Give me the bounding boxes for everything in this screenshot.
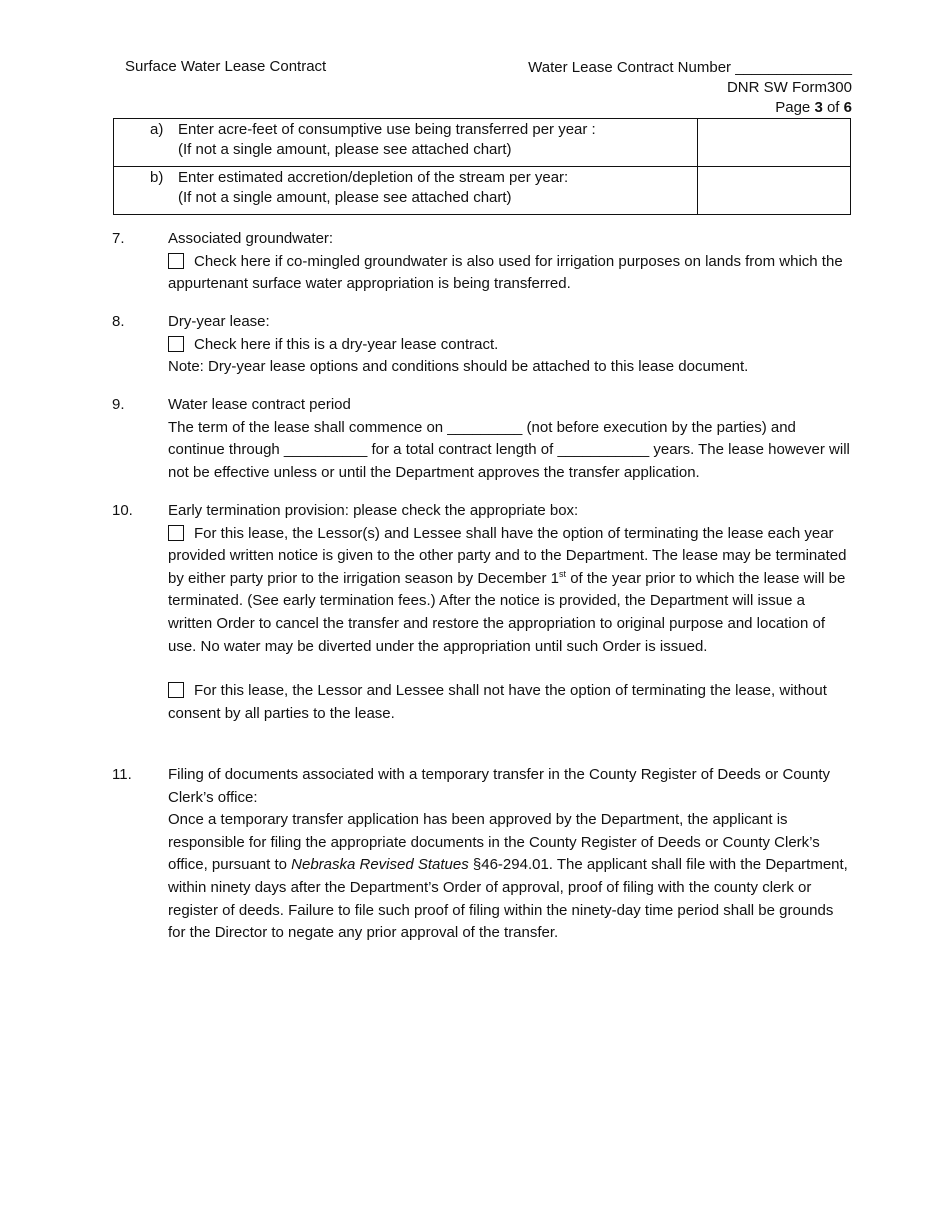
item-11 (112, 764, 852, 945)
table-row (114, 167, 851, 215)
item-8 (112, 311, 852, 379)
page-indicator (528, 98, 852, 118)
item-number: 10. (112, 502, 133, 519)
row-line1: Enter acre-feet of consumptive use being transferred per year : (178, 121, 596, 138)
table-question-cell (114, 119, 698, 167)
accretion-input-cell[interactable] (698, 167, 851, 215)
consumptive-use-table (113, 118, 851, 215)
option-2-text: For this lease, the Lessor and Lessee shall not have the option of terminating the lease, without consent by all parties to the lease. (168, 682, 827, 722)
contract-period-text: The term of the lease shall commence on _________ (not before execution by the parties) and continue through __________ for a total contract length of ___________ years. The lease however will not be effective unless or until the Department approves the transfer application. (168, 418, 850, 481)
termination-option-1-checkbox[interactable] (168, 525, 184, 541)
row-line1: Enter estimated accretion/depletion of the stream per year: (178, 169, 569, 186)
filing-text (168, 809, 852, 945)
item-title: Dry-year lease: (168, 313, 270, 330)
acre-feet-input-cell[interactable] (698, 119, 851, 167)
item-title: Associated groundwater: (168, 230, 334, 247)
item-number: 8. (112, 313, 125, 330)
dry-year-option (168, 334, 852, 357)
groundwater-option (168, 251, 852, 296)
option-1-text-b: of the year prior to which the lease will be terminated. (See early termination fees.) After the notice is provided, the Department will issue a written Order to cancel the transfer and restore the appropriation to original purpose and location of use. No water may be diverted under the appropriation until such Order is issued. (168, 569, 846, 655)
statute-name: Nebraska Revised Statues (291, 856, 469, 874)
item-number: 11. (112, 766, 132, 783)
header-right-block (528, 58, 852, 118)
groundwater-checkbox[interactable] (168, 253, 184, 269)
row-line2: (If not a single amount, please see attached chart) (178, 189, 512, 206)
dry-year-checkbox[interactable] (168, 336, 184, 352)
page-prefix: Page (775, 99, 811, 116)
item-7 (112, 228, 852, 296)
option-1-text-a: For this lease, the Lessor(s) and Lessee shall have the option of terminating the lease each year provided written notice is given to the other party and to the Department. The lease may be terminated by either party prior to the irrigation season by December 1 (168, 524, 847, 587)
checkbox-label: Check here if co-mingled groundwater is also used for irrigation purposes on lands from which the appurtenant surface water appropriation is being transferred. (168, 252, 843, 293)
item-number: 9. (112, 396, 125, 413)
page-current: 3 (814, 99, 823, 116)
ordinal-suffix: st (559, 568, 567, 579)
form-id: DNR SW Form300 (726, 79, 852, 96)
checkbox-label: Check here if this is a dry-year lease contract. (194, 335, 499, 353)
page-of: of (826, 99, 840, 116)
item-10 (112, 500, 852, 725)
item-title: Early termination provision: please check the appropriate box: (168, 502, 579, 519)
row-label: a) (150, 121, 164, 138)
page-total: 6 (843, 99, 852, 116)
filing-text-b: §46-294.01. The applicant shall file with the Department, within ninety days after the Department’s Order of approval, proof of filing with the county clerk or register of deeds. Failure to file such proof of filing within the ninety-day time period shall be grounds for the Director to negate any prior approval of the transfer. (168, 856, 848, 942)
table-question-cell (114, 167, 698, 215)
filing-text-a: Once a temporary transfer application has been approved by the Department, the applicant is responsible for filing the appropriate documents in the County Register of Deeds or County Clerk’s office, pursuant to (168, 811, 820, 874)
item-title: Filing of documents associated with a temporary transfer in the County Register of Deeds or County Clerk’s office: (168, 766, 830, 806)
termination-option-2-checkbox[interactable] (168, 682, 184, 698)
termination-option-2 (168, 680, 852, 725)
item-title: Water lease contract period (168, 396, 351, 413)
table-row (114, 119, 851, 167)
row-label: b) (150, 169, 164, 186)
item-number: 7. (112, 230, 125, 247)
termination-option-1 (168, 523, 852, 659)
row-line2: (If not a single amount, please see attached chart) (178, 141, 512, 158)
contract-number-label: Water Lease Contract Number ______________ (528, 59, 852, 76)
form-title: Surface Water Lease Contract (125, 58, 327, 75)
dry-year-note: Note: Dry-year lease options and conditions should be attached to this lease document. (168, 358, 749, 376)
item-9 (112, 394, 852, 484)
